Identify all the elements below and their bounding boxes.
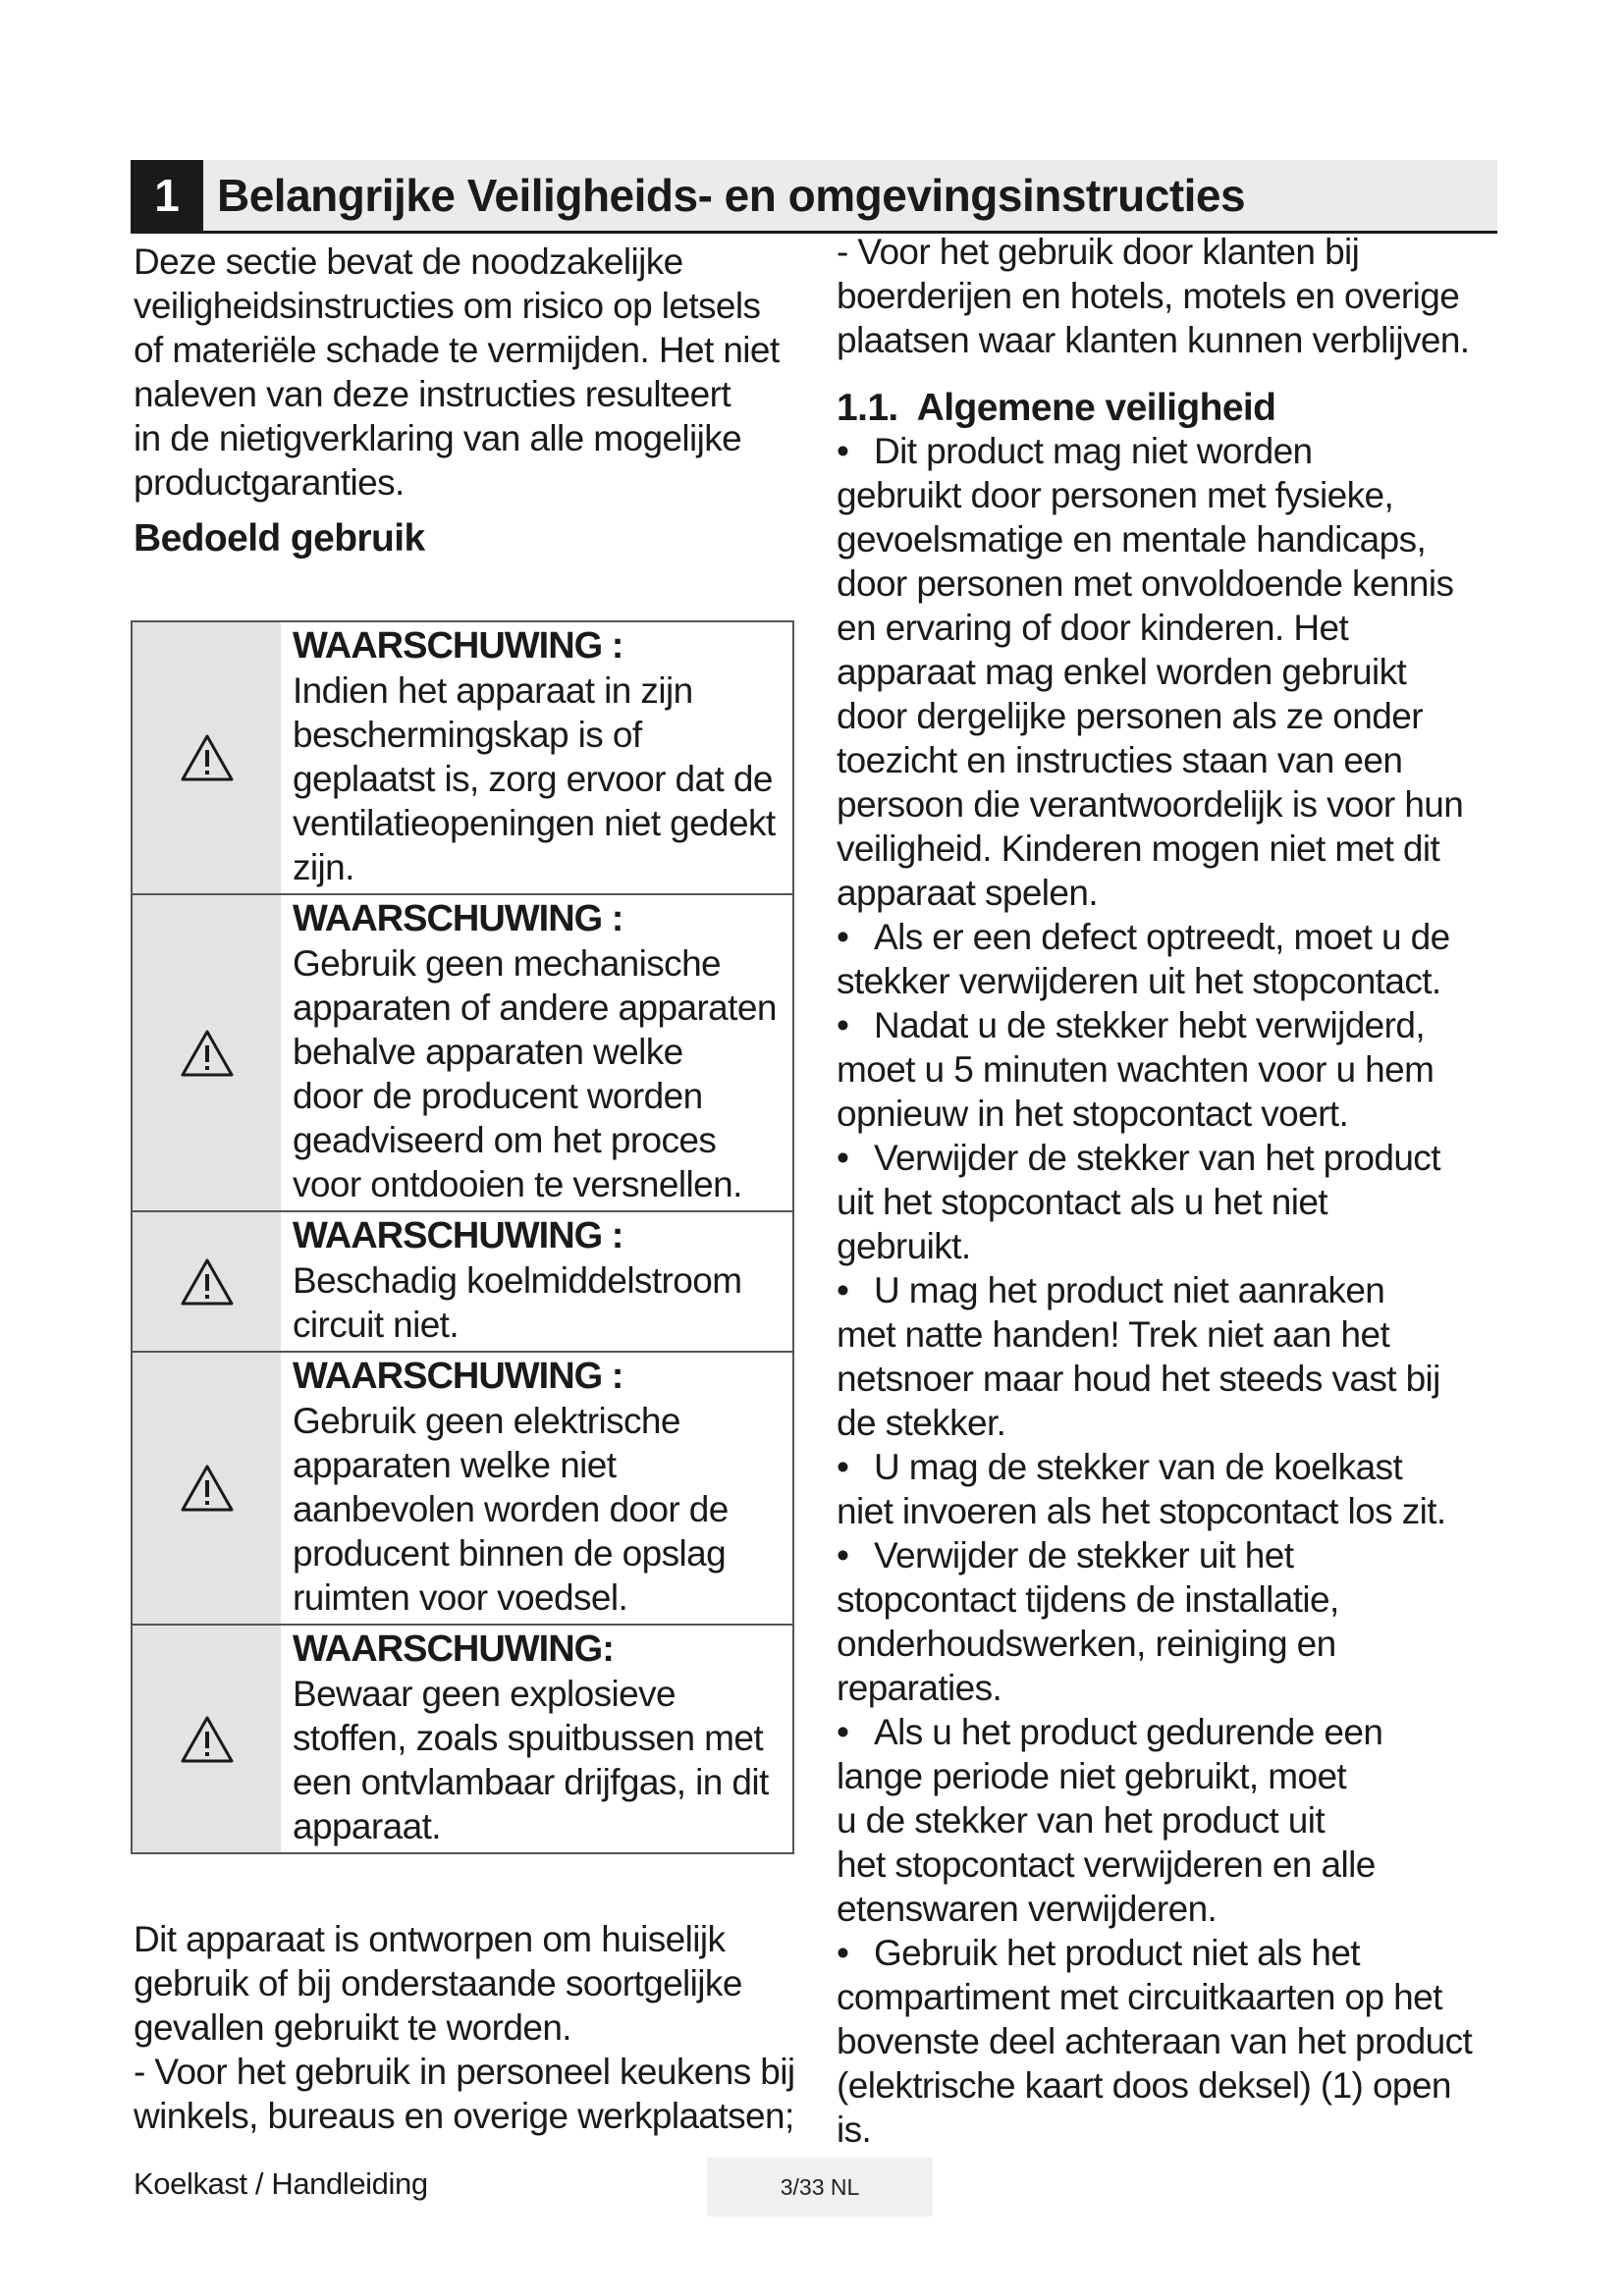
intended-use-heading xyxy=(134,515,801,562)
list-item-line: stopcontact tijdens de installatie, xyxy=(837,1579,1339,1620)
list-item-line: opnieuw in het stopcontact voert. xyxy=(837,1094,1349,1134)
bullet-icon: • xyxy=(837,1447,849,1487)
intro-line: productgaranties. xyxy=(134,462,405,503)
warning-line: behalve apparaten welke xyxy=(293,1032,683,1072)
warning-title: WAARSCHUWING : xyxy=(293,1356,623,1397)
list-item-line: gevoelsmatige en mentale handicaps, xyxy=(837,519,1427,560)
list-item-line: u de stekker van het product uit xyxy=(837,1800,1326,1841)
list-item-line: het stopcontact verwijderen en alle xyxy=(837,1844,1376,1885)
list-item-line: bovenste deel achteraan van het product xyxy=(837,2021,1473,2061)
list-item-text: Als er een defect optreedt, moet u de xyxy=(874,917,1450,957)
warning-line: apparaat. xyxy=(293,1806,441,1846)
usage-line: gebruik of bij onderstaande soortgelijke xyxy=(134,1963,742,2003)
warning-line: apparaten of andere apparaten xyxy=(293,988,777,1028)
warning-line: Gebruik geen mechanische xyxy=(293,943,722,984)
intro-paragraph xyxy=(134,240,801,505)
footer-page-number: 3/33 NL xyxy=(707,2158,933,2216)
list-item-line: compartiment met circuitkaarten op het xyxy=(837,1977,1442,2017)
warning-content xyxy=(281,895,792,1210)
intro-line: in de nietigverklaring van alle mogelijke xyxy=(134,418,742,458)
warning-line: Gebruik geen elektrische xyxy=(293,1401,680,1441)
bullet-icon: • xyxy=(837,431,849,471)
list-item xyxy=(837,1931,1504,2152)
warning-title: WAARSCHUWING : xyxy=(293,625,623,667)
warning-content xyxy=(281,1212,792,1351)
warning-content xyxy=(281,1353,792,1624)
bullet-icon: • xyxy=(837,917,849,957)
intro-line: Deze sectie bevat de noodzakelijke xyxy=(134,241,683,282)
warning-line: geadviseerd om het proces xyxy=(293,1120,717,1160)
warning-line: een ontvlambaar drijfgas, in dit xyxy=(293,1762,769,1802)
warning-line: zijn. xyxy=(293,847,354,887)
warning-line: Indien het apparaat in zijn xyxy=(293,670,693,711)
list-item-text: Nadat u de stekker hebt verwijderd, xyxy=(874,1005,1426,1045)
usage-paragraph xyxy=(134,1917,801,2138)
list-item-line: apparaat spelen. xyxy=(837,873,1099,913)
warning-line: circuit niet. xyxy=(293,1305,460,1345)
list-item-line: gebruikt. xyxy=(837,1226,971,1266)
usage-line: boerderijen en hotels, motels en overige xyxy=(837,276,1460,316)
list-item-line: toezicht en instructies staan van een xyxy=(837,740,1403,780)
list-item-line: reparaties. xyxy=(837,1668,1002,1708)
warning-title: WAARSCHUWING : xyxy=(293,898,623,939)
warning-triangle-icon xyxy=(133,1626,281,1852)
list-item-line: etenswaren verwijderen. xyxy=(837,1889,1218,1929)
bullet-icon: • xyxy=(837,1933,849,1973)
list-item-text: Verwijder de stekker uit het xyxy=(874,1535,1294,1575)
warning-content xyxy=(281,622,792,893)
list-item-line: is. xyxy=(837,2109,872,2150)
list-item-text: U mag het product niet aanraken xyxy=(874,1270,1385,1310)
list-item xyxy=(837,915,1504,1003)
intended-use-title: Bedoeld gebruik xyxy=(134,517,425,560)
list-item-line: de stekker. xyxy=(837,1403,1006,1443)
list-item xyxy=(837,429,1504,915)
list-item-text: Dit product mag niet worden xyxy=(874,431,1313,471)
list-item-line: onderhoudswerken, reiniging en xyxy=(837,1624,1336,1664)
section-number: 1 xyxy=(131,160,203,231)
list-item-line: (elektrische kaart doos deksel) (1) open xyxy=(837,2065,1451,2106)
list-item-line: en ervaring of door kinderen. Het xyxy=(837,608,1349,648)
list-item-line: door personen met onvoldoende kennis xyxy=(837,563,1454,604)
list-item-line: met natte handen! Trek niet aan het xyxy=(837,1314,1390,1355)
warning-row xyxy=(133,622,792,893)
list-item-text: Als u het product gedurende een xyxy=(874,1712,1383,1752)
bullet-icon: • xyxy=(837,1535,849,1575)
list-item-line: uit het stopcontact als u het niet xyxy=(837,1182,1327,1222)
warning-line: Beschadig koelmiddelstroom xyxy=(293,1260,742,1301)
general-safety-heading xyxy=(837,385,1504,432)
list-item-line: stekker verwijderen uit het stopcontact. xyxy=(837,961,1441,1001)
warning-line: stoffen, zoals spuitbussen met xyxy=(293,1718,764,1758)
usage-line: Dit apparaat is ontworpen om huiselijk xyxy=(134,1919,726,1959)
intro-line: of materiële schade te vermijden. Het niet xyxy=(134,330,780,370)
list-item-line: gebruikt door personen met fysieke, xyxy=(837,475,1394,515)
list-item-line: door dergelijke personen als ze onder xyxy=(837,696,1423,736)
warning-triangle-icon xyxy=(133,895,281,1210)
bullet-icon: • xyxy=(837,1270,849,1310)
list-item-line: moet u 5 minuten wachten voor u hem xyxy=(837,1049,1435,1090)
usage-line: gevallen gebruikt te worden. xyxy=(134,2007,571,2048)
warning-row xyxy=(133,893,792,1210)
warning-line: voor ontdooien te versnellen. xyxy=(293,1164,742,1204)
warning-content xyxy=(281,1626,792,1852)
warning-row xyxy=(133,1351,792,1624)
usage-line: - Voor het gebruik door klanten bij xyxy=(837,232,1360,272)
warning-line: Bewaar geen explosieve xyxy=(293,1674,676,1714)
usage-line: winkels, bureaus en overige werkplaatsen; xyxy=(134,2096,794,2136)
list-item xyxy=(837,1710,1504,1931)
usage-continuation xyxy=(837,230,1504,362)
list-item-line: lange periode niet gebruikt, moet xyxy=(837,1756,1347,1796)
general-safety-title: 1.1. Algemene veiligheid xyxy=(837,387,1276,429)
warning-row xyxy=(133,1210,792,1351)
usage-line: - Voor het gebruik in personeel keukens bij xyxy=(134,2052,795,2092)
warning-line: aanbevolen worden door de xyxy=(293,1489,729,1529)
warning-line: ruimten voor voedsel. xyxy=(293,1577,628,1618)
usage-line: plaatsen waar klanten kunnen verblijven. xyxy=(837,320,1470,360)
list-item xyxy=(837,1003,1504,1136)
intro-line: veiligheidsinstructies om risico op letsels xyxy=(134,286,761,326)
intro-line: naleven van deze instructies resulteert xyxy=(134,374,731,414)
list-item xyxy=(837,1268,1504,1445)
warning-triangle-icon xyxy=(133,1212,281,1351)
section-header xyxy=(131,160,1497,234)
warning-title: WAARSCHUWING: xyxy=(293,1629,614,1670)
warning-triangle-icon xyxy=(133,1353,281,1624)
warning-line: ventilatieopeningen niet gedekt xyxy=(293,803,776,843)
list-item xyxy=(837,1533,1504,1710)
bullet-icon: • xyxy=(837,1005,849,1045)
section-title: Belangrijke Veiligheids- en omgevingsinstructies xyxy=(217,170,1246,221)
warning-line: geplaatst is, zorg ervoor dat de xyxy=(293,759,773,799)
list-item-line: apparaat mag enkel worden gebruikt xyxy=(837,652,1407,692)
footer-document-title: Koelkast / Handleiding xyxy=(134,2166,428,2201)
list-item-text: U mag de stekker van de koelkast xyxy=(874,1447,1403,1487)
bullet-icon: • xyxy=(837,1712,849,1752)
list-item xyxy=(837,1136,1504,1268)
list-item-text: Gebruik het product niet als het xyxy=(874,1933,1360,1973)
bullet-icon: • xyxy=(837,1138,849,1178)
list-item-line: netsnoer maar houd het steeds vast bij xyxy=(837,1359,1440,1399)
warning-table xyxy=(131,620,794,1854)
warning-line: door de producent worden xyxy=(293,1076,703,1116)
safety-list xyxy=(837,429,1504,2152)
warning-title: WAARSCHUWING : xyxy=(293,1215,623,1256)
list-item xyxy=(837,1445,1504,1533)
warning-line: producent binnen de opslag xyxy=(293,1533,727,1574)
warning-triangle-icon xyxy=(133,622,281,893)
list-item-text: Verwijder de stekker van het product xyxy=(874,1138,1440,1178)
list-item-line: persoon die verantwoordelijk is voor hun xyxy=(837,784,1464,825)
warning-line: apparaten welke niet xyxy=(293,1445,617,1485)
warning-row xyxy=(133,1624,792,1852)
warning-line: beschermingskap is of xyxy=(293,715,642,755)
list-item-line: niet invoeren als het stopcontact los zit. xyxy=(837,1491,1446,1531)
list-item-line: veiligheid. Kinderen mogen niet met dit xyxy=(837,828,1440,869)
